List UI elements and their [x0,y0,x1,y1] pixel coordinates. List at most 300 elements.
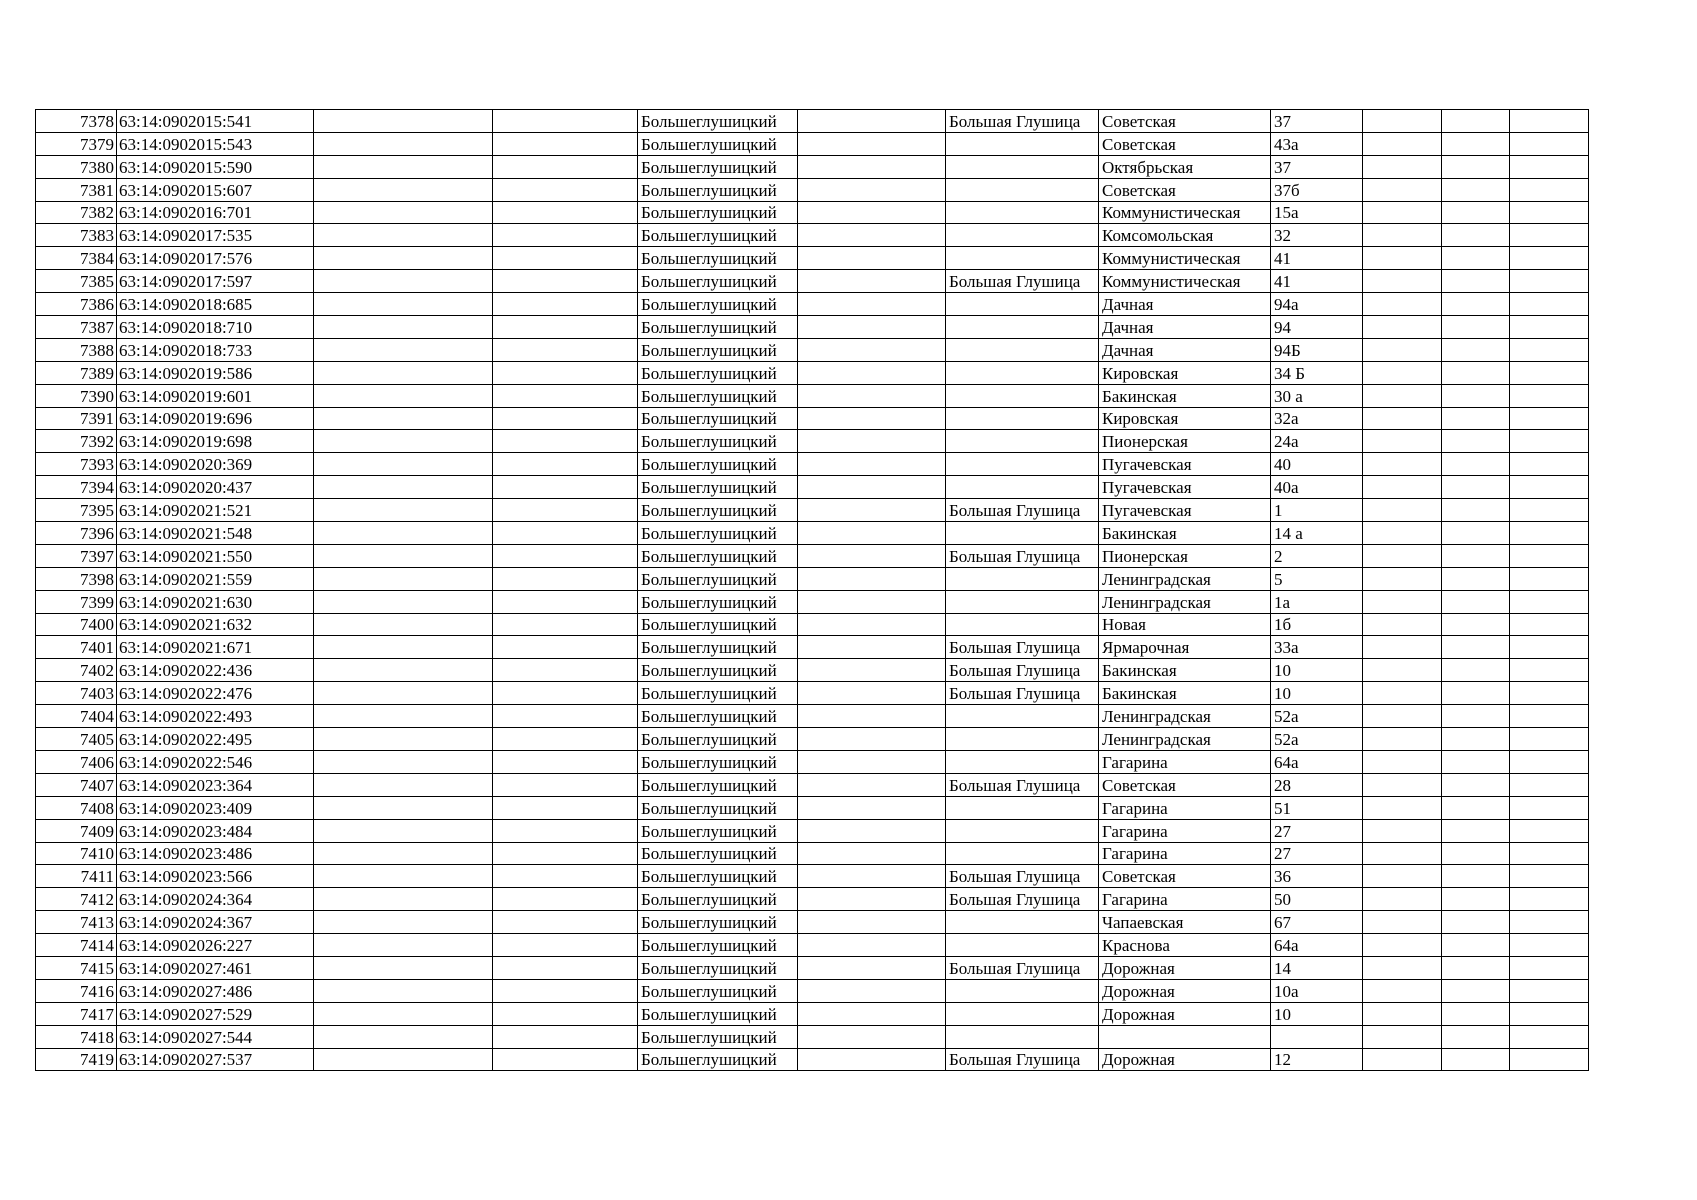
empty-cell [798,750,946,773]
empty-cell [314,750,493,773]
table-row [36,613,1589,636]
locality-cell: Большая Глушица [946,270,1099,293]
locality-cell [946,819,1099,842]
street-cell: Дорожная [1099,979,1271,1002]
table-row [36,522,1589,545]
empty-cell [493,1025,638,1048]
house-cell: 10 [1271,659,1363,682]
empty-cell [1363,476,1442,499]
locality-cell: Большая Глушица [946,865,1099,888]
row-number-cell: 7407 [36,773,117,796]
empty-cell [1510,636,1589,659]
cadastral-number-cell: 63:14:0902022:436 [117,659,314,682]
empty-cell [314,819,493,842]
empty-cell [1363,270,1442,293]
district-cell: Большеглушицкий [638,613,798,636]
locality-cell: Большая Глушица [946,682,1099,705]
empty-cell [1442,247,1510,270]
cadastral-number-cell: 63:14:0902024:364 [117,888,314,911]
empty-cell [493,155,638,178]
house-cell: 41 [1271,247,1363,270]
row-number-cell: 7414 [36,934,117,957]
row-number-cell: 7402 [36,659,117,682]
empty-cell [493,659,638,682]
table-row [36,659,1589,682]
row-number-cell: 7401 [36,636,117,659]
street-cell: Коммунистическая [1099,247,1271,270]
locality-cell [946,430,1099,453]
empty-cell [1363,361,1442,384]
empty-cell [314,544,493,567]
locality-cell [946,453,1099,476]
empty-cell [1510,155,1589,178]
street-cell: Дачная [1099,293,1271,316]
empty-cell [1510,911,1589,934]
street-cell: Гагарина [1099,842,1271,865]
street-cell: Кировская [1099,407,1271,430]
row-number-cell: 7410 [36,842,117,865]
empty-cell [314,384,493,407]
cadastral-number-cell: 63:14:0902022:493 [117,705,314,728]
empty-cell [1442,110,1510,133]
row-number-cell: 7378 [36,110,117,133]
street-cell: Коммунистическая [1099,201,1271,224]
table-row [36,293,1589,316]
table-row [36,407,1589,430]
empty-cell [1442,567,1510,590]
locality-cell [946,178,1099,201]
empty-cell [314,407,493,430]
empty-cell [493,567,638,590]
locality-cell [946,911,1099,934]
street-cell: Чапаевская [1099,911,1271,934]
empty-cell [798,1048,946,1071]
empty-cell [314,934,493,957]
house-cell: 37 [1271,110,1363,133]
empty-cell [1510,384,1589,407]
empty-cell [1363,659,1442,682]
district-cell: Большеглушицкий [638,1048,798,1071]
empty-cell [493,911,638,934]
empty-cell [1510,270,1589,293]
empty-cell [1442,590,1510,613]
empty-cell [798,430,946,453]
cadastral-number-cell: 63:14:0902019:601 [117,384,314,407]
house-cell: 2 [1271,544,1363,567]
locality-cell [946,316,1099,339]
row-number-cell: 7398 [36,567,117,590]
street-cell: Советская [1099,865,1271,888]
empty-cell [314,293,493,316]
empty-cell [314,636,493,659]
empty-cell [1363,728,1442,751]
cadastral-number-cell: 63:14:0902021:559 [117,567,314,590]
row-number-cell: 7400 [36,613,117,636]
empty-cell [798,201,946,224]
empty-cell [493,750,638,773]
row-number-cell: 7380 [36,155,117,178]
empty-cell [1363,842,1442,865]
empty-cell [1442,224,1510,247]
empty-cell [493,247,638,270]
street-cell: Новая [1099,613,1271,636]
empty-cell [314,1048,493,1071]
street-cell: Пугачевская [1099,453,1271,476]
empty-cell [314,224,493,247]
street-cell: Гагарина [1099,819,1271,842]
empty-cell [1363,979,1442,1002]
table-row [36,224,1589,247]
locality-cell: Большая Глушица [946,888,1099,911]
district-cell: Большеглушицкий [638,522,798,545]
empty-cell [314,338,493,361]
district-cell: Большеглушицкий [638,682,798,705]
empty-cell [314,911,493,934]
row-number-cell: 7395 [36,499,117,522]
table-row [36,316,1589,339]
locality-cell [946,1025,1099,1048]
empty-cell [1510,407,1589,430]
street-cell: Кировская [1099,361,1271,384]
empty-cell [1442,361,1510,384]
empty-cell [1363,499,1442,522]
street-cell: Ленинградская [1099,705,1271,728]
empty-cell [1510,499,1589,522]
house-cell: 52а [1271,705,1363,728]
empty-cell [1510,430,1589,453]
empty-cell [314,613,493,636]
empty-cell [493,384,638,407]
empty-cell [493,682,638,705]
street-cell: Ярмарочная [1099,636,1271,659]
district-cell: Большеглушицкий [638,773,798,796]
empty-cell [1510,178,1589,201]
empty-cell [1363,1025,1442,1048]
house-cell [1271,1025,1363,1048]
cadastral-number-cell: 63:14:0902021:630 [117,590,314,613]
row-number-cell: 7409 [36,819,117,842]
street-cell: Ленинградская [1099,728,1271,751]
empty-cell [1510,522,1589,545]
district-cell: Большеглушицкий [638,567,798,590]
empty-cell [314,956,493,979]
district-cell: Большеглушицкий [638,384,798,407]
empty-cell [798,1025,946,1048]
district-cell: Большеглушицкий [638,728,798,751]
street-cell: Гагарина [1099,888,1271,911]
cadastral-number-cell: 63:14:0902027:486 [117,979,314,1002]
locality-cell [946,842,1099,865]
table-row [36,956,1589,979]
table-row [36,888,1589,911]
district-cell: Большеглушицкий [638,934,798,957]
empty-cell [1363,338,1442,361]
table-row [36,247,1589,270]
empty-cell [798,865,946,888]
house-cell: 94Б [1271,338,1363,361]
empty-cell [314,567,493,590]
locality-cell [946,796,1099,819]
locality-cell: Большая Глушица [946,499,1099,522]
cadastral-number-cell: 63:14:0902020:437 [117,476,314,499]
cadastral-number-cell: 63:14:0902023:364 [117,773,314,796]
house-cell: 33а [1271,636,1363,659]
empty-cell [798,247,946,270]
empty-cell [314,888,493,911]
locality-cell [946,293,1099,316]
empty-cell [798,407,946,430]
empty-cell [493,178,638,201]
empty-cell [1510,1002,1589,1025]
empty-cell [1510,201,1589,224]
district-cell: Большеглушицкий [638,842,798,865]
street-cell: Советская [1099,132,1271,155]
cadastral-number-cell: 63:14:0902018:710 [117,316,314,339]
empty-cell [1510,750,1589,773]
cadastral-number-cell: 63:14:0902018:733 [117,338,314,361]
house-cell: 32а [1271,407,1363,430]
cadastral-number-cell: 63:14:0902021:671 [117,636,314,659]
empty-cell [1510,590,1589,613]
locality-cell [946,201,1099,224]
empty-cell [1442,476,1510,499]
house-cell: 1б [1271,613,1363,636]
house-cell: 40 [1271,453,1363,476]
table-row [36,453,1589,476]
locality-cell [946,247,1099,270]
empty-cell [798,728,946,751]
row-number-cell: 7392 [36,430,117,453]
empty-cell [798,224,946,247]
empty-cell [493,1002,638,1025]
locality-cell [946,338,1099,361]
locality-cell: Большая Глушица [946,636,1099,659]
row-number-cell: 7383 [36,224,117,247]
row-number-cell: 7388 [36,338,117,361]
empty-cell [1363,590,1442,613]
row-number-cell: 7381 [36,178,117,201]
empty-cell [798,293,946,316]
empty-cell [1363,224,1442,247]
street-cell: Дачная [1099,316,1271,339]
empty-cell [1363,247,1442,270]
empty-cell [1510,453,1589,476]
row-number-cell: 7413 [36,911,117,934]
district-cell: Большеглушицкий [638,293,798,316]
empty-cell [1363,750,1442,773]
empty-cell [1510,613,1589,636]
empty-cell [1442,911,1510,934]
district-cell: Большеглушицкий [638,155,798,178]
cadastral-number-cell: 63:14:0902015:607 [117,178,314,201]
row-number-cell: 7406 [36,750,117,773]
row-number-cell: 7389 [36,361,117,384]
table-row [36,865,1589,888]
street-cell: Ленинградская [1099,567,1271,590]
empty-cell [1442,338,1510,361]
empty-cell [798,613,946,636]
empty-cell [1363,865,1442,888]
row-number-cell: 7416 [36,979,117,1002]
district-cell: Большеглушицкий [638,636,798,659]
district-cell: Большеглушицкий [638,1025,798,1048]
street-cell: Ленинградская [1099,590,1271,613]
empty-cell [798,1002,946,1025]
street-cell: Комсомольская [1099,224,1271,247]
house-cell: 41 [1271,270,1363,293]
cadastral-number-cell: 63:14:0902022:495 [117,728,314,751]
cadastral-number-cell: 63:14:0902024:367 [117,911,314,934]
table-row [36,1025,1589,1048]
empty-cell [1363,1048,1442,1071]
empty-cell [798,796,946,819]
empty-cell [493,132,638,155]
table-row [36,110,1589,133]
empty-cell [493,956,638,979]
empty-cell [314,476,493,499]
house-cell: 34 Б [1271,361,1363,384]
empty-cell [1442,201,1510,224]
empty-cell [1442,956,1510,979]
empty-cell [1363,453,1442,476]
house-cell: 50 [1271,888,1363,911]
house-cell: 1 [1271,499,1363,522]
cadastral-number-cell: 63:14:0902021:632 [117,613,314,636]
empty-cell [493,453,638,476]
house-cell: 14 [1271,956,1363,979]
district-cell: Большеглушицкий [638,544,798,567]
row-number-cell: 7411 [36,865,117,888]
empty-cell [798,522,946,545]
house-cell: 1а [1271,590,1363,613]
empty-cell [314,705,493,728]
empty-cell [798,384,946,407]
street-cell: Советская [1099,773,1271,796]
empty-cell [1510,132,1589,155]
empty-cell [1363,544,1442,567]
empty-cell [314,682,493,705]
table-row [36,132,1589,155]
district-cell: Большеглушицкий [638,659,798,682]
cadastral-number-cell: 63:14:0902023:566 [117,865,314,888]
row-number-cell: 7399 [36,590,117,613]
empty-cell [314,178,493,201]
empty-cell [1442,796,1510,819]
table-row [36,201,1589,224]
empty-cell [1363,888,1442,911]
locality-cell [946,361,1099,384]
empty-cell [1442,979,1510,1002]
empty-cell [798,110,946,133]
row-number-cell: 7385 [36,270,117,293]
empty-cell [314,522,493,545]
district-cell: Большеглушицкий [638,476,798,499]
empty-cell [1510,476,1589,499]
empty-cell [1363,773,1442,796]
cadastral-number-cell: 63:14:0902023:484 [117,819,314,842]
empty-cell [1442,270,1510,293]
locality-cell [946,590,1099,613]
street-cell: Коммунистическая [1099,270,1271,293]
empty-cell [1510,773,1589,796]
empty-cell [1363,567,1442,590]
district-cell: Большеглушицкий [638,819,798,842]
house-cell: 52а [1271,728,1363,751]
empty-cell [1442,1025,1510,1048]
empty-cell [314,499,493,522]
district-cell: Большеглушицкий [638,110,798,133]
empty-cell [1442,430,1510,453]
empty-cell [798,956,946,979]
row-number-cell: 7412 [36,888,117,911]
empty-cell [1442,1002,1510,1025]
empty-cell [1363,293,1442,316]
empty-cell [1442,865,1510,888]
empty-cell [798,270,946,293]
registry-table [35,109,1589,1071]
empty-cell [798,590,946,613]
empty-cell [798,544,946,567]
cadastral-number-cell: 63:14:0902021:550 [117,544,314,567]
empty-cell [1442,316,1510,339]
empty-cell [1510,705,1589,728]
house-cell: 27 [1271,842,1363,865]
empty-cell [1442,178,1510,201]
cadastral-number-cell: 63:14:0902015:541 [117,110,314,133]
cadastral-number-cell: 63:14:0902027:537 [117,1048,314,1071]
empty-cell [1510,956,1589,979]
locality-cell [946,705,1099,728]
empty-cell [1442,773,1510,796]
table-row [36,819,1589,842]
empty-cell [314,865,493,888]
empty-cell [798,132,946,155]
row-number-cell: 7403 [36,682,117,705]
district-cell: Большеглушицкий [638,888,798,911]
table-row [36,155,1589,178]
house-cell: 12 [1271,1048,1363,1071]
empty-cell [798,979,946,1002]
district-cell: Большеглушицкий [638,270,798,293]
empty-cell [798,911,946,934]
cadastral-number-cell: 63:14:0902018:685 [117,293,314,316]
cadastral-number-cell: 63:14:0902015:543 [117,132,314,155]
empty-cell [1363,636,1442,659]
house-cell: 10а [1271,979,1363,1002]
empty-cell [493,316,638,339]
locality-cell [946,384,1099,407]
empty-cell [798,934,946,957]
row-number-cell: 7405 [36,728,117,751]
empty-cell [1363,819,1442,842]
house-cell: 67 [1271,911,1363,934]
table-row [36,544,1589,567]
empty-cell [493,224,638,247]
row-number-cell: 7382 [36,201,117,224]
empty-cell [798,705,946,728]
empty-cell [314,796,493,819]
empty-cell [1363,316,1442,339]
cadastral-number-cell: 63:14:0902022:476 [117,682,314,705]
empty-cell [1510,979,1589,1002]
empty-cell [1363,110,1442,133]
district-cell: Большеглушицкий [638,224,798,247]
row-number-cell: 7384 [36,247,117,270]
table-row [36,270,1589,293]
district-cell: Большеглушицкий [638,911,798,934]
district-cell: Большеглушицкий [638,796,798,819]
locality-cell [946,934,1099,957]
